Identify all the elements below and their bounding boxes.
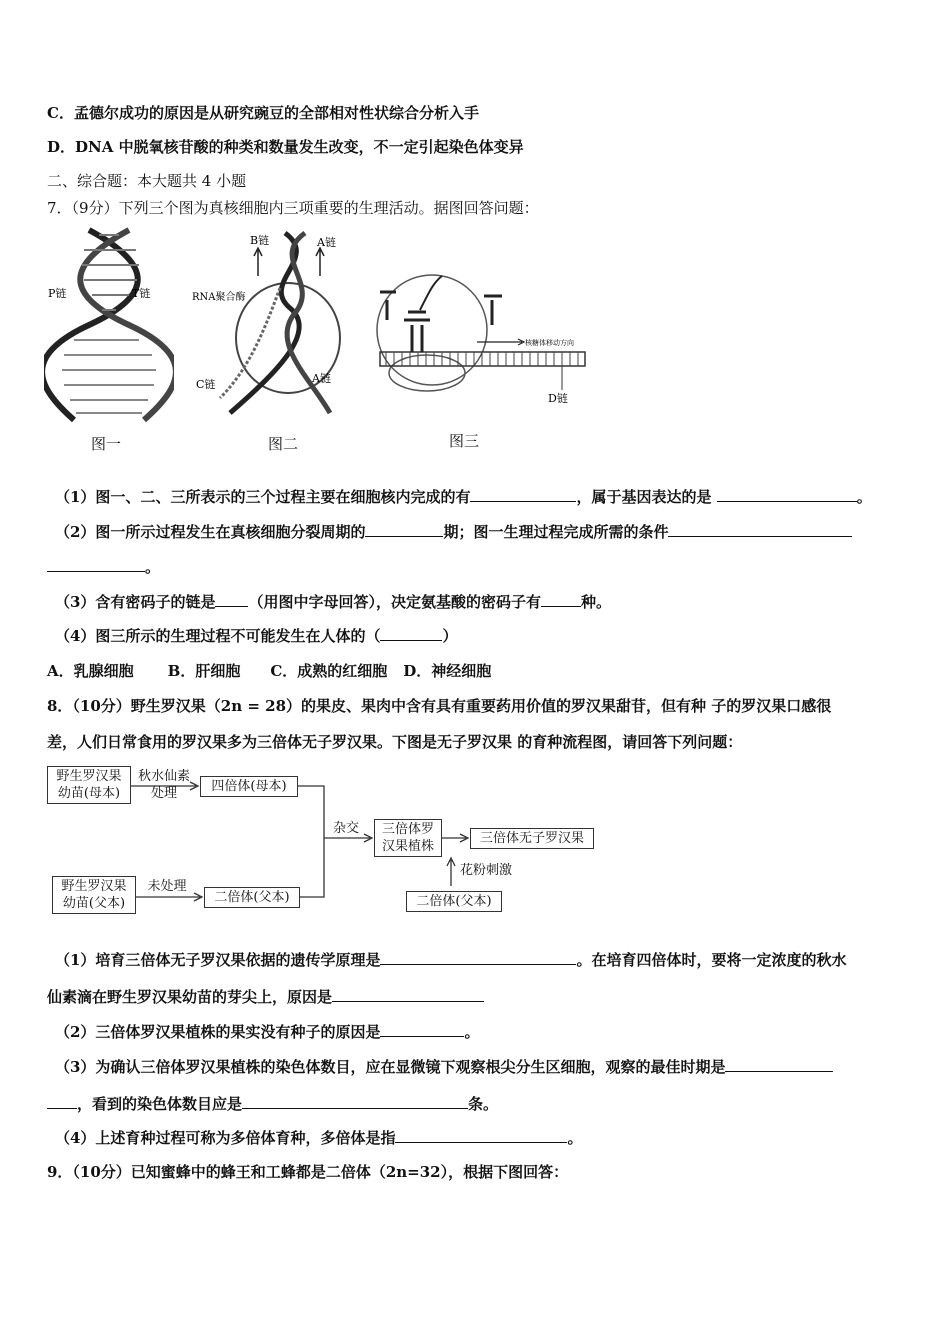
q7-subquestion-2-cont: 。 [47,557,160,577]
d-chain-label: D链 [548,392,568,405]
q8-subquestion-4: （4）上述育种过程可称为多倍体育种，多倍体是指 。 [55,1129,583,1147]
q7-subquestion-4: （4）图三所示的生理过程不可能发生在人体的（ ） [55,627,458,645]
diploid-father-box-2: 二倍体(父本) [406,891,502,912]
ribosome-direction-label: 核糖体移动方向 [525,339,574,347]
q8-subquestion-3-cont: ，看到的染色体数目应是 条。 [47,1094,498,1114]
q8-subquestion-2: （2）三倍体罗汉果植株的果实没有种子的原因是 。 [55,1023,480,1041]
pollen-stimulation-label: 花粉刺激 [459,863,512,878]
triploid-plant-box: 三倍体罗汉果植株 [374,819,442,857]
untreated-label: 未处理 [147,879,187,894]
answer-blank[interactable] [395,1128,567,1143]
q8-stem-line2: 差，人们日常食用的罗汉果多为三倍体无子罗汉果。下图是无子罗汉果 的育种流程图，请回答下列问题： [47,733,743,751]
option-d: D．神经细胞 [403,662,492,680]
p-chain-label: P链 [48,287,67,300]
b-chain-label: B链 [250,234,270,247]
section-title: 二、综合题：本大题共 4 小题 [47,172,247,190]
option-b: B．肝细胞 [167,662,241,680]
answer-blank[interactable] [332,987,484,1002]
tetraploid-box: 四倍体(母本) [200,776,298,797]
option-d: D．DNA 中脱氧核苷酸的种类和数量发生改变，不一定引起染色体变异 [47,138,524,156]
q9-stem: 9．（10分）已知蜜蜂中的蜂王和工蜂都是二倍体（2n=32），根据下图回答： [47,1163,569,1181]
q7-stem: 7．（9分）下列三个图为真核细胞内三项重要的生理活动。据图回答问题： [47,199,539,217]
answer-blank[interactable] [242,1094,468,1109]
rna-polymerase-label: RNA聚合酶 [192,292,246,303]
q8-subquestion-1: （1）培育三倍体无子罗汉果依据的遗传学原理是 。在培育四倍体时，要将一定浓度的秋水 [55,951,847,969]
a-chain-bottom-label: A链 [312,372,331,385]
q7-subquestion-3: （3）含有密码子的链是 （用图中字母回答），决定氨基酸的密码子有 种。 [55,593,611,611]
diploid-father-box-1: 二倍体(父本) [204,887,300,908]
colchicine-label: 秋水仙素处理 [138,769,191,801]
t-chain-label: T链 [132,287,151,300]
option-c: C．成熟的红细胞 [270,662,388,680]
q7-subquestion-2: （2）图一所示过程发生在真核细胞分裂周期的 期；图一生理过程完成所需的条件 [55,522,852,542]
wild-seedling-mother-box: 野生罗汉果幼苗(母本) [47,766,131,804]
figure-1-caption: 图一 [91,435,122,453]
q8-subquestion-3: （3）为确认三倍体罗汉果植株的染色体数目，应在显微镜下观察根尖分生区细胞，观察的最佳时期是 [55,1057,833,1077]
answer-blank[interactable] [47,1094,77,1109]
q8-stem-line1: 8．（10分）野生罗汉果（2n = 28）的果皮、果肉中含有具有重要药用价值的罗汉果甜苷，但有种 子的罗汉果口感很 [47,697,832,715]
wild-seedling-father-box: 野生罗汉果幼苗(父本) [52,876,136,914]
option-c: C．孟德尔成功的原因是从研究豌豆的全部相对性状综合分析入手 [47,104,479,122]
figure-3-caption: 图三 [449,432,480,450]
q8-subquestion-1-cont: 仙素滴在野生罗汉果幼苗的芽尖上，原因是 [47,987,484,1007]
option-a: A．乳腺细胞 [47,662,134,680]
q7-subquestion-1: （1）图一、二、三所表示的三个过程主要在细胞核内完成的有 ，属于基因表达的是 。 [55,488,872,506]
cross-label: 杂交 [332,821,359,836]
answer-blank[interactable] [725,1057,833,1072]
answer-blank[interactable] [380,1022,464,1037]
figure-2-caption: 图二 [268,435,299,453]
a-chain-top-label: A链 [317,236,336,249]
seedless-fruit-box: 三倍体无子罗汉果 [470,828,594,849]
c-chain-label: C链 [196,378,216,391]
answer-blank[interactable] [380,950,576,965]
